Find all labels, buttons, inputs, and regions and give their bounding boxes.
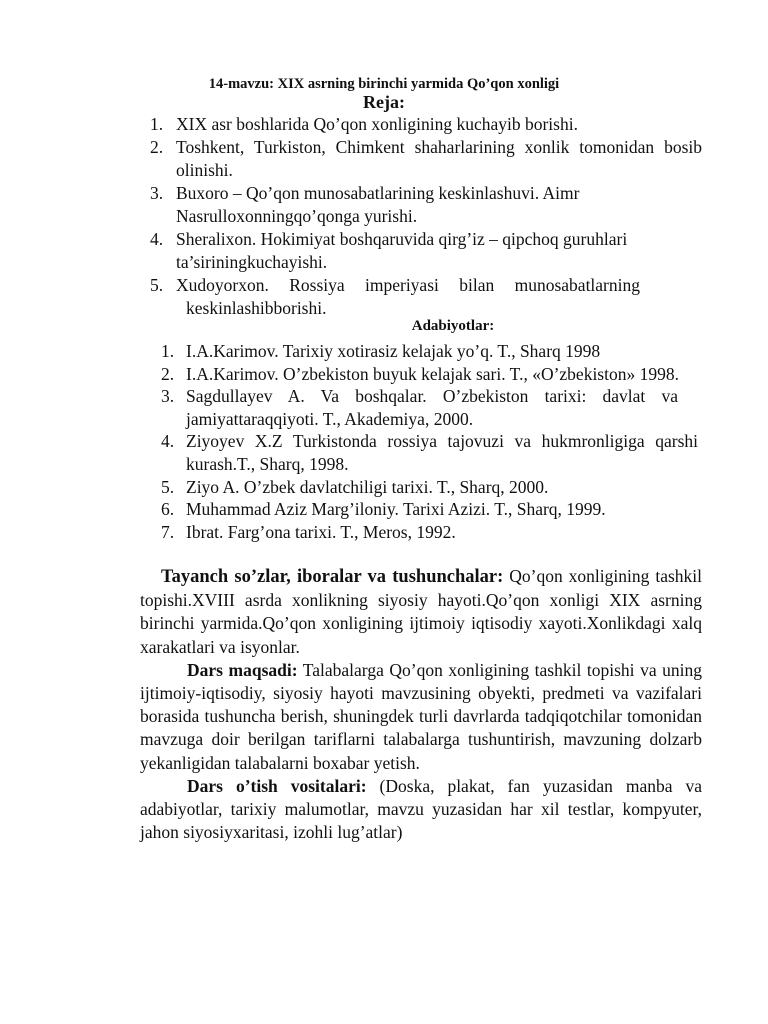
body-text <box>140 565 702 844</box>
plan-item-number: 3. <box>150 183 164 203</box>
tools-label: Dars o’tish vositalari: <box>187 775 367 796</box>
literature-item-number: 7. <box>161 521 175 542</box>
plan-item-text: Buxoro – Qo’qon munosabatlarining keskinlashuvi. Aimr Nasrulloxonningqo’qonga yurishi. <box>176 183 580 226</box>
plan-item-number: 4. <box>150 229 164 249</box>
literature-item-text: I.A.Karimov. O’zbekiston buyuk kelajak sari. T., «O’zbekiston» 1998. <box>186 363 679 384</box>
literature-item-number: 4. <box>161 431 175 452</box>
plan-item-text: Toshkent, Turkiston, Chimkent shaharlarining xonlik tomonidan bosib olinishi. <box>176 137 702 180</box>
literature-item-number: 6. <box>161 499 175 520</box>
plan-item <box>140 113 702 136</box>
literature-item-number: 3. <box>161 386 175 407</box>
plan-title: Reja: <box>363 92 405 112</box>
literature-item-text: Ziyoyev X.Z Turkistonda rossiya tajovuzi va hukmronligiga qarshi kurash.T., Sharq, 1998. <box>186 431 698 474</box>
literature-item-number: 2. <box>161 363 175 384</box>
tools-text: (Doska, plakat, fan yuzasidan manba va adabiyotlar, tarixiy malumotlar, mavzu yuzasidan har xil testlar, kompyuter, jahon siyosiyxaritasi, izohli lug’atlar) <box>140 775 702 843</box>
plan-item <box>140 274 702 320</box>
literature-item <box>146 385 702 430</box>
literature-item-number: 5. <box>161 476 175 497</box>
plan-item-number: 1. <box>150 114 164 134</box>
plan-item-text: XIX asr boshlarida Qo’qon xonligining kuchayib borishi. <box>176 114 578 134</box>
lesson-heading: 14-mavzu: XIX asrning birinchi yarmida Qo’qon xonligi <box>208 76 560 92</box>
literature-item <box>146 340 702 363</box>
goal-text: Talabalarga Qo’qon xonligining tashkil topishi va uning ijtimoiy-iqtisodiy, siyosiy hayoti mavzusining obyekti, predmeti va vazifalari borasida tushuncha berish, shuningdek turli davrlarda tadqiqotchilar tomonidan mavzuga doir berilgan tariflarni talabalarga tushuntirish, mavzuning dolzarb yekanligidan talabalarni boxabar yetish. <box>140 659 702 773</box>
keywords-label: Tayanch so’zlar, iboralar va tushunchalar: <box>161 567 504 587</box>
plan-list <box>140 113 702 320</box>
plan-item-number: 5. <box>150 275 164 295</box>
plan-item-number: 2. <box>150 137 164 157</box>
plan-item <box>140 228 702 274</box>
keywords-paragraph <box>140 565 702 659</box>
plan-item-text: Sheralixon. Hokimiyat boshqaruvida qirg’iz – qipchoq guruhlari ta’siriningkuchayishi. <box>176 229 628 272</box>
literature-item-text: Ibrat. Farg’ona tarixi. T., Meros, 1992. <box>186 521 456 542</box>
literature-title: Adabiyotlar: <box>411 318 495 334</box>
literature-item <box>146 430 702 475</box>
plan-item <box>140 182 702 228</box>
literature-list <box>146 340 702 543</box>
keywords-text: Qo’qon xonligining tashkil topishi.XVIII asrda xonlikning siyosiy hayoti.Qo’qon xonligi XIX asrning birinchi yarmida.Qo’qon xonligining ijtimoiy iqtisodiy xayoti.Xonlikdagi xalq xarakatlari va isyonlar. <box>140 566 702 657</box>
literature-item <box>146 498 702 521</box>
literature-item-text: Muhammad Aziz Marg’iloniy. Tarixi Azizi. T., Sharq, 1999. <box>186 499 606 520</box>
literature-item-text: Ziyo A. O’zbek davlatchiligi tarixi. T., Sharq, 2000. <box>186 476 549 497</box>
literature-item-text: I.A.Karimov. Tarixiy xotirasiz kelajak yo’q. T., Sharq 1998 <box>186 341 601 361</box>
tools-paragraph <box>140 775 702 845</box>
goal-label: Dars maqsadi: <box>187 659 298 680</box>
literature-item <box>146 521 702 544</box>
goal-paragraph <box>140 659 702 775</box>
literature-item <box>146 476 702 499</box>
literature-item-text: Sagdullayev A. Va boshqalar. O’zbekiston tarixi: davlat va jamiyattaraqqiyoti. T., Akademiya, 2000. <box>186 386 678 429</box>
plan-item-text: Xudoyorxon. Rossiya imperiyasi bilan munosabatlarning <box>176 275 640 295</box>
plan-item-text-continued: keskinlashibborishi. <box>186 298 327 318</box>
literature-item-number: 1. <box>161 341 175 361</box>
plan-item <box>140 136 702 182</box>
literature-item <box>146 363 702 386</box>
